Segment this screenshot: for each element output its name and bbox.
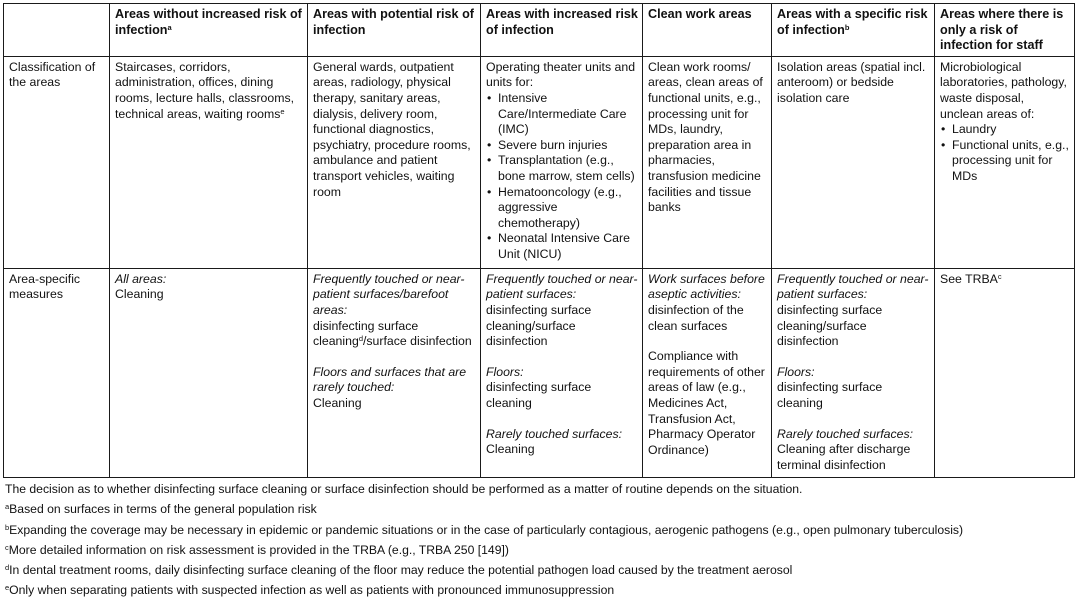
list-item: • Functional units, e.g., processing unit for MDs	[940, 138, 1070, 185]
header-clean-work-areas: Clean work areas	[643, 4, 772, 57]
row-label-classification: Classification of the areas	[4, 56, 110, 268]
classification-row	[4, 56, 1075, 268]
header-increased-risk: Areas with increased risk of infection	[481, 4, 643, 57]
infection-risk-table	[3, 3, 1075, 478]
cell-classification-clean: Clean work rooms/ areas, clean areas of functional units, e.g., processing unit for MDs, laundry, preparation area in pharmacies, transfusion medicine facilities and tissue banks	[643, 56, 772, 268]
list-item: • Severe burn injuries	[486, 138, 638, 154]
list-item: • Laundry	[940, 122, 1070, 138]
list-item: • Intensive Care/Intermediate Care (IMC)	[486, 91, 638, 138]
measures-row	[4, 268, 1075, 477]
cell-classification-potential: General wards, outpatient areas, radiology, physical therapy, sanitary areas, dialysis, delivery room, functional diagnostics, psychiatry, procedure rooms, ambulance and patient transport vehicles, waiting room	[308, 56, 481, 268]
footnote: $^e$Only when separating patients with suspected infection as well as patients with pronounced immunosuppression	[5, 583, 615, 598]
cell-measures-increased: Frequently touched or near-patient surfaces: disinfecting surface cleaning/surface disinfection Floors: disinfecting surface cleaning Rarely touched surfaces: Cleaning	[481, 268, 643, 477]
header-no-increased-risk: Areas without increased risk of infection$^a$	[110, 4, 308, 57]
cell-classification-specific: Isolation areas (spatial incl. anteroom) or bedside isolation care	[772, 56, 935, 268]
cell-classification-increased	[481, 56, 643, 268]
cell-measures-no-risk: All areas: Cleaning	[110, 268, 308, 477]
increased-intro: Operating theater units and units for:	[486, 59, 636, 90]
cell-classification-staff	[935, 56, 1075, 268]
cell-measures-specific: Frequently touched or near-patient surfaces: disinfecting surface cleaning/surface disinfection Floors: disinfecting surface cleaning Rarely touched surfaces: Cleaning after discharge terminal disinfection	[772, 268, 935, 477]
header-row	[4, 4, 1075, 57]
cell-measures-clean: Work surfaces before aseptic activities: disinfection of the clean surfaces Compliance with requirements of other areas of law (e.g., Medicines Act, Transfusion Act, Pharmacy Operator Ordinance)	[643, 268, 772, 477]
cell-measures-staff: See TRBA$^c$	[935, 268, 1075, 477]
cell-measures-potential: Frequently touched or near-patient surfaces/barefoot areas: disinfecting surface cleaning$^d$/surface disinfection Floors and surfaces that are rarely touched: Cleaning	[308, 268, 481, 477]
table-footnotes	[5, 482, 1073, 604]
row-label-measures: Area-specific measures	[4, 268, 110, 477]
footnote: $^c$More detailed information on risk assessment is provided in the TRBA (e.g., TRBA 250 [149])	[5, 542, 509, 557]
footnote: $^b$Expanding the coverage may be necessary in epidemic or pandemic situations or in the case of particularly contagious, aerogenic pathogens (e.g., open pulmonary tuberculosis)	[5, 522, 964, 537]
list-item: • Transplantation (e.g., bone marrow, stem cells)	[486, 153, 638, 184]
header-staff-risk: Areas where there is only a risk of infection for staff	[935, 4, 1075, 57]
cell-classification-no-risk: Staircases, corridors, administration, offices, dining rooms, lecture halls, classrooms, technical areas, waiting rooms$^e$	[110, 56, 308, 268]
header-specific-risk: Areas with a specific risk of infection$^b$	[772, 4, 935, 57]
list-item: • Neonatal Intensive Care Unit (NICU)	[486, 231, 638, 262]
footnote: $^a$Based on surfaces in terms of the general population risk	[5, 502, 317, 517]
footnote: $^d$In dental treatment rooms, daily disinfecting surface cleaning of the floor may reduce the potential pathogen load caused by the treatment aerosol	[5, 563, 793, 578]
increased-units-list	[486, 91, 638, 263]
header-corner	[4, 4, 110, 57]
footnote: The decision as to whether disinfecting surface cleaning or surface disinfection should be performed as a matter of routine depends on the situation.	[5, 482, 803, 496]
header-potential-risk: Areas with potential risk of infection	[308, 4, 481, 57]
list-item: • Hematooncology (e.g., aggressive chemotherapy)	[486, 185, 638, 232]
staff-intro: Microbiological laboratories, pathology, waste disposal, unclean areas of:	[940, 59, 1067, 121]
staff-areas-list	[940, 122, 1070, 184]
